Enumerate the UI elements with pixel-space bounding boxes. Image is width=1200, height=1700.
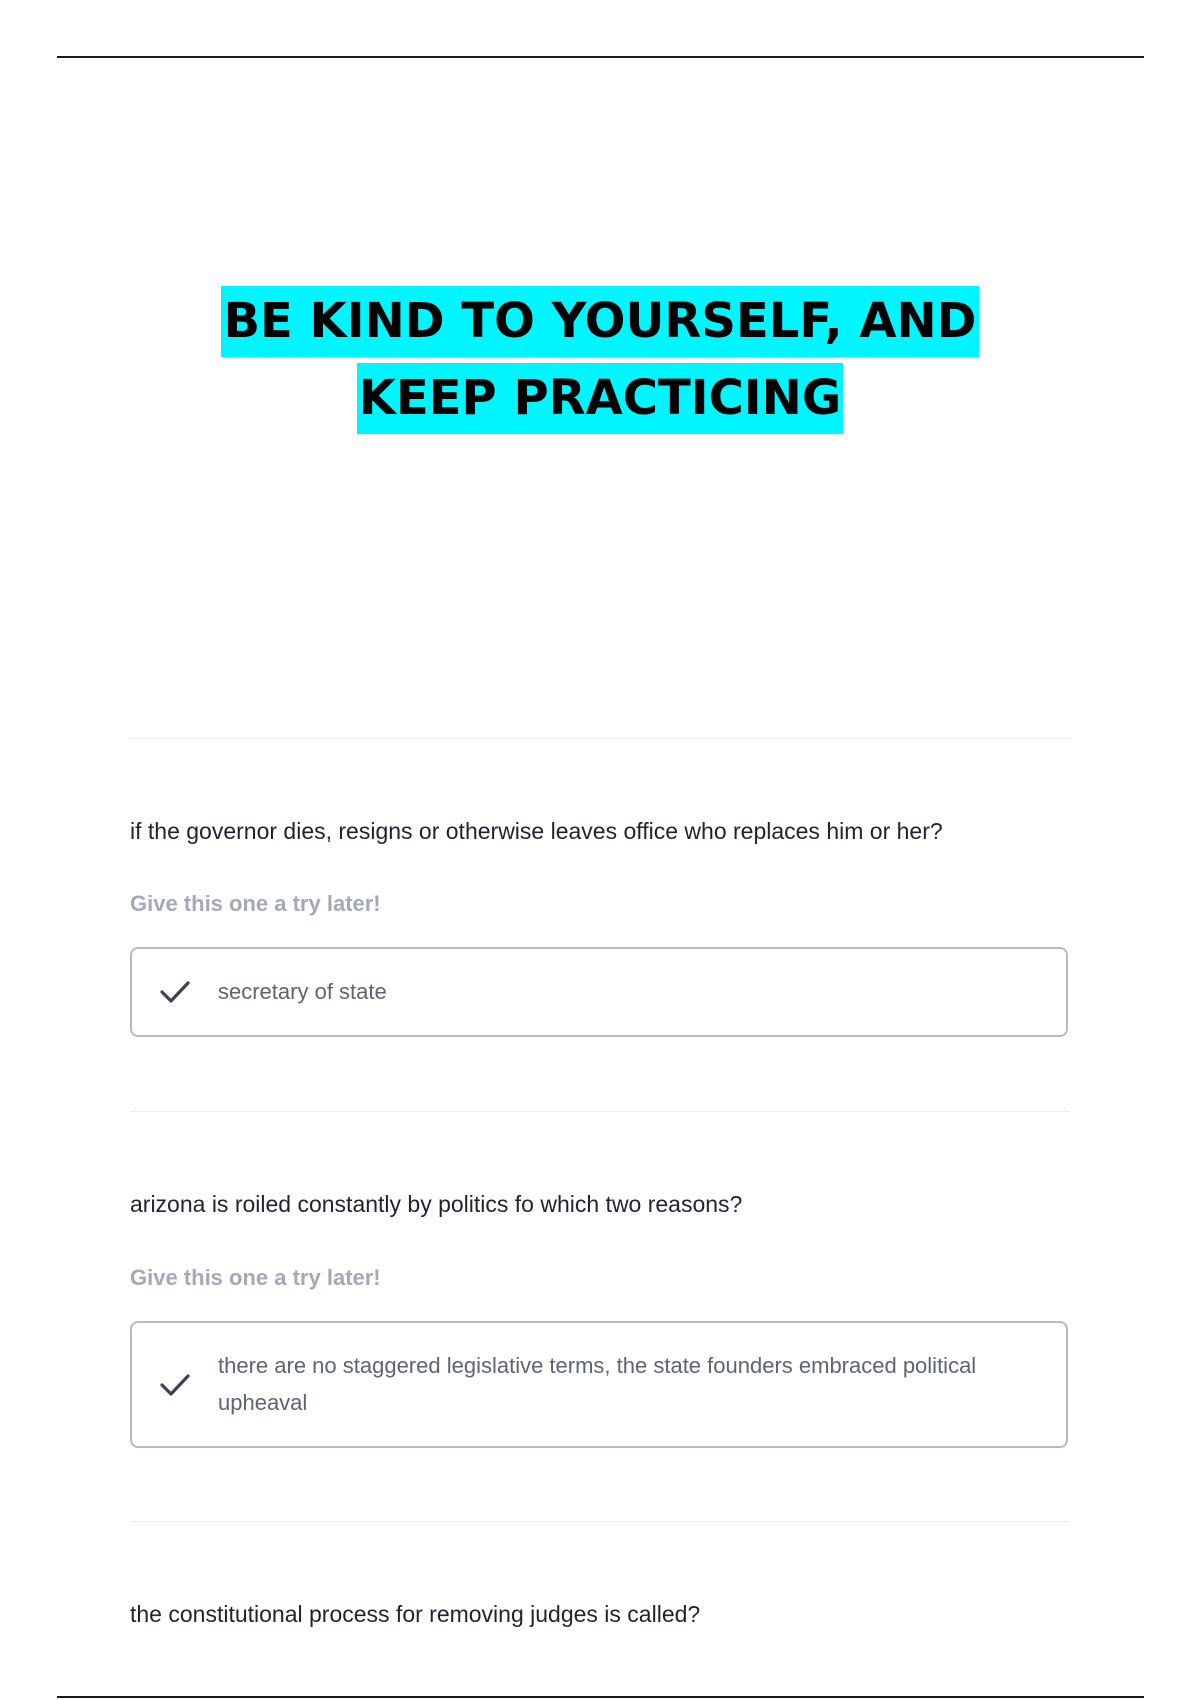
card-divider: [130, 1111, 1070, 1112]
answer-text: secretary of state: [218, 979, 387, 1004]
banner-line-1: BE KIND TO YOURSELF, AND: [221, 286, 978, 357]
checkmark-icon: [158, 1368, 192, 1402]
question-text: arizona is roiled constantly by politics fo which two reasons?: [130, 1191, 743, 1217]
hint-text: Give this one a try later!: [130, 891, 381, 916]
hint-text: Give this one a try later!: [130, 1265, 381, 1290]
top-rule: [57, 56, 1144, 58]
answer-text: there are no staggered legislative terms, the state founders embraced political upheaval: [218, 1353, 977, 1415]
answer-box[interactable]: [130, 1321, 1068, 1448]
card-divider: [130, 738, 1070, 739]
checkmark-icon: [158, 975, 192, 1009]
question-text: the constitutional process for removing judges is called?: [130, 1601, 701, 1627]
banner-line-2: KEEP PRACTICING: [357, 363, 843, 434]
answer-box[interactable]: [130, 947, 1068, 1037]
card-divider: [130, 1521, 1070, 1522]
question-text: if the governor dies, resigns or otherwise leaves office who replaces him or her?: [130, 818, 943, 844]
motivational-banner: [0, 283, 1200, 437]
bottom-rule: [57, 1696, 1144, 1698]
